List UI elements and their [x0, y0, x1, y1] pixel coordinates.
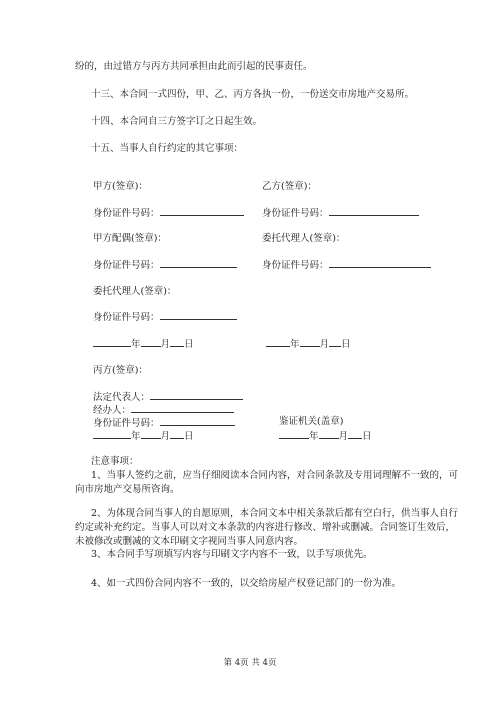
- clause-13: 十三、本合同一式四份，甲、乙、丙方各执一份，一份送交市房地产交易所。: [91, 89, 415, 100]
- party-a-agent-label: 委托代理人(签章)：: [93, 286, 177, 297]
- year-blank[interactable]: [266, 337, 290, 347]
- spouse-id-blank[interactable]: [160, 258, 237, 268]
- handler-blank[interactable]: [131, 403, 234, 413]
- year-blank[interactable]: [93, 429, 131, 439]
- date-row-party-c: 年 月 日: [93, 429, 194, 443]
- party-a-agent-id-blank[interactable]: [160, 310, 237, 320]
- note-1-line-1: 1、当事人签约之前，应当仔细阅读本合同内容，对合同条款及专用词理解不一致的，可: [91, 470, 459, 481]
- party-a-agent-id-row: [93, 310, 237, 324]
- year-blank[interactable]: [279, 429, 309, 439]
- id-number-label: 身份证件号码：: [93, 260, 160, 271]
- party-a-id-row: [93, 206, 244, 220]
- party-c-id-blank[interactable]: [160, 416, 235, 426]
- party-a-id-blank[interactable]: [160, 206, 244, 216]
- party-c-signature-label: 丙方(签章)：: [93, 365, 148, 376]
- month-blank[interactable]: [319, 429, 339, 439]
- id-number-label: 身份证件号码：: [262, 260, 329, 271]
- party-c-id-row: [93, 416, 235, 430]
- spouse-id-row: [93, 258, 237, 272]
- month-blank[interactable]: [141, 429, 161, 439]
- authority-seal-label: 鉴证机关(盖章): [279, 416, 344, 427]
- legal-rep-blank[interactable]: [150, 390, 243, 400]
- clause-14: 十四、本合同自三方签字订之日起生效。: [91, 116, 263, 127]
- legal-rep-row: [93, 390, 243, 404]
- party-b-agent-id-blank[interactable]: [329, 258, 431, 268]
- party-b-agent-label: 委托代理人(签章)：: [262, 233, 346, 244]
- id-number-label: 身份证件号码：: [93, 312, 160, 323]
- month-blank[interactable]: [141, 337, 161, 347]
- note-1-line-2: 向市房地产交易所咨询。: [75, 484, 180, 495]
- party-a-spouse-label: 甲方配偶(签章)：: [93, 233, 167, 244]
- note-2-line-1: 2、为体现合同当事人的自愿原则，本合同文本中相关条款后都有空白行，供当事人自行: [91, 508, 459, 519]
- day-blank[interactable]: [170, 337, 184, 347]
- note-4: 4、如一式四份合同内容不一致的，以交给房屋产权登记部门的一份为准。: [91, 578, 402, 589]
- party-a-signature-label: 甲方(签章)：: [93, 181, 148, 192]
- id-number-label: 身份证件号码：: [262, 208, 329, 219]
- day-blank[interactable]: [170, 429, 184, 439]
- clause-continuation: 纷的，由过错方与丙方共同承担由此而引起的民事责任。: [75, 61, 313, 72]
- party-b-id-blank[interactable]: [329, 206, 419, 216]
- handler-label: 经办人：: [93, 405, 132, 416]
- party-b-agent-id-row: [262, 258, 431, 272]
- id-number-label: 身份证件号码：: [93, 208, 160, 219]
- handler-row: [93, 403, 234, 417]
- note-3: 3、本合同手写项填写内容与印刷文字内容不一致，以手写项优先。: [91, 549, 373, 560]
- legal-rep-label: 法定代表人：: [93, 392, 151, 403]
- day-blank[interactable]: [329, 337, 341, 347]
- note-2-line-3: 未被修改或删减的文本印刷文字视同当事人同意内容。: [75, 536, 304, 547]
- month-blank[interactable]: [300, 337, 320, 347]
- date-row-right: 年 月 日: [266, 337, 351, 351]
- date-row-left: 年 月 日: [93, 337, 194, 351]
- note-2-line-2: 约定或补充约定。当事人可以对文本条款的内容进行修改、增补或删减。合同签订生效后，: [75, 522, 456, 533]
- party-b-id-row: [262, 206, 419, 220]
- page-footer: 第 4页 共 4页: [223, 658, 277, 668]
- date-row-authority: 年 月 日: [279, 429, 372, 443]
- day-blank[interactable]: [348, 429, 362, 439]
- id-number-label: 身份证件号码：: [93, 418, 160, 429]
- party-b-signature-label: 乙方(签章)：: [262, 181, 317, 192]
- notes-title: 注意事项：: [91, 456, 139, 467]
- year-blank[interactable]: [93, 337, 131, 347]
- clause-15: 十五、当事人自行约定的其它事项：: [91, 143, 244, 154]
